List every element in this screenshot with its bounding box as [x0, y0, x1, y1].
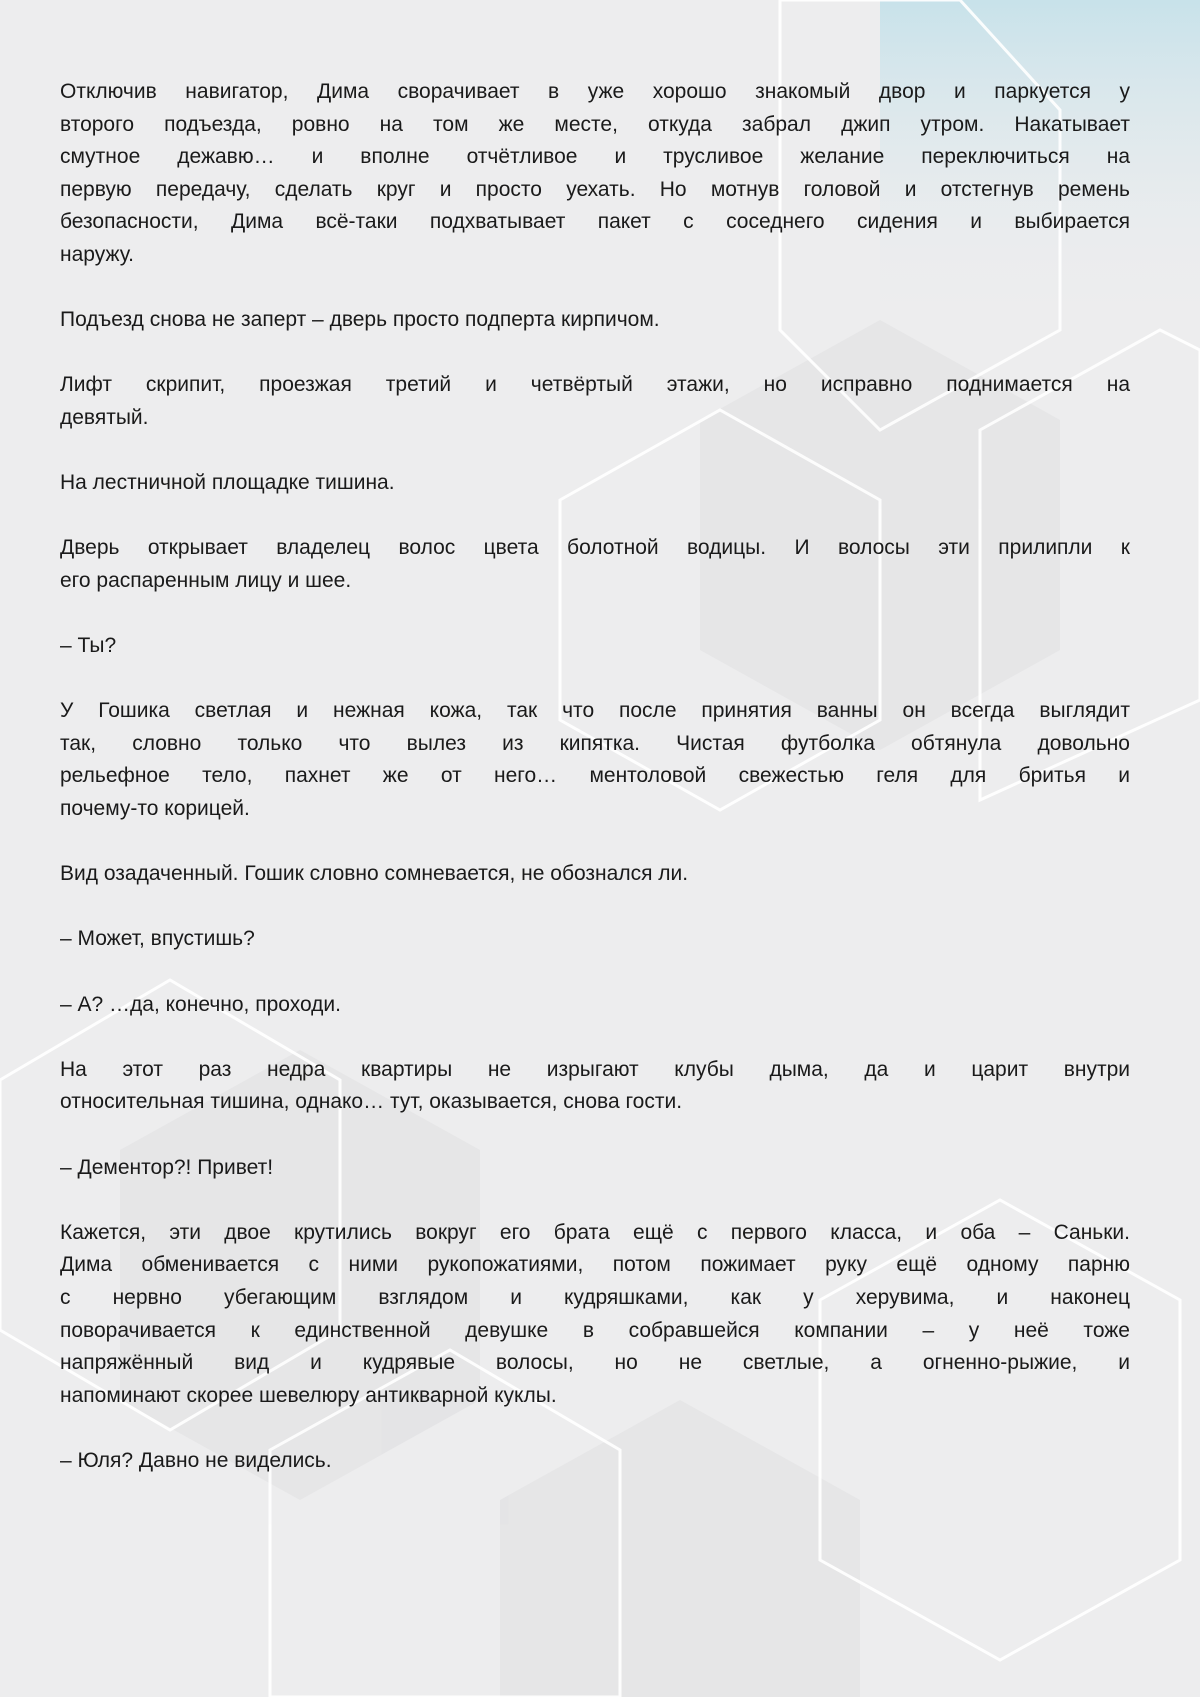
- text-line: Дима обменивается с ними рукопожатиями, потом пожимает руку ещё одному парню: [60, 1253, 1130, 1277]
- paragraph: [60, 1445, 1130, 1478]
- text-line: На этот раз недра квартиры не изрыгают клубы дыма, да и царит внутри: [60, 1057, 1130, 1081]
- text-line: Кажется, эти двое крутились вокруг его брата ещё с первого класса, и оба – Саньки.: [60, 1220, 1130, 1244]
- text-line: напоминают скорее шевелюру антикварной куклы.: [60, 1383, 557, 1407]
- text-line: – Может, впустишь?: [60, 927, 255, 951]
- paragraph: [60, 369, 1130, 434]
- text-line: наружу.: [60, 242, 134, 266]
- paragraph: [60, 76, 1130, 272]
- text-line: На лестничной площадке тишина.: [60, 471, 395, 495]
- text-line: Лифт скрипит, проезжая третий и четвёртый этажи, но исправно поднимается на: [60, 373, 1130, 397]
- text-line: девятый.: [60, 405, 149, 429]
- text-line: напряжённый вид и кудрявые волосы, но не светлые, а огненно-рыжие, и: [60, 1351, 1130, 1375]
- text-line: его распаренным лицу и шее.: [60, 568, 352, 592]
- text-line: У Гошика светлая и нежная кожа, так что после принятия ванны он всегда выглядит: [60, 699, 1130, 723]
- paragraph: [60, 630, 1130, 663]
- paragraph: [60, 1217, 1130, 1413]
- text-line: – Юля? Давно не виделись.: [60, 1448, 332, 1472]
- text-line: первую передачу, сделать круг и просто уехать. Но мотнув головой и отстегнув ремень: [60, 177, 1130, 201]
- text-line: – А? …да, конечно, проходи.: [60, 992, 341, 1016]
- text-line: второго подъезда, ровно на том же месте, откуда забрал джип утром. Накатывает: [60, 112, 1130, 136]
- text-line: поворачивается к единственной девушке в собравшейся компании – у неё тоже: [60, 1318, 1130, 1342]
- text-line: относительная тишина, однако… тут, оказывается, снова гости.: [60, 1090, 683, 1114]
- text-line: с нервно убегающим взглядом и кудряшками, как у херувима, и наконец: [60, 1285, 1130, 1309]
- text-line: Отключив навигатор, Дима сворачивает в уже хорошо знакомый двор и паркуется у: [60, 80, 1130, 103]
- paragraph: [60, 1054, 1130, 1119]
- text-line: так, словно только что вылез из кипятка. Чистая футболка обтянула довольно: [60, 731, 1130, 755]
- paragraph: [60, 304, 1130, 337]
- paragraph: [60, 923, 1130, 956]
- text-line: Подъезд снова не заперт – дверь просто подперта кирпичом.: [60, 308, 660, 332]
- paragraph: [60, 467, 1130, 500]
- text-line: Дверь открывает владелец волос цвета болотной водицы. И волосы эти прилипли к: [60, 536, 1130, 560]
- text-line: почему-то корицей.: [60, 797, 250, 821]
- text-line: рельефное тело, пахнет же от него… ментоловой свежестью геля для бритья и: [60, 764, 1130, 788]
- paragraph: [60, 695, 1130, 825]
- text-line: безопасности, Дима всё-таки подхватывает пакет с соседнего сидения и выбирается: [60, 210, 1130, 234]
- text-line: смутное дежавю… и вполне отчётливое и трусливое желание переключиться на: [60, 145, 1130, 169]
- text-line: – Ты?: [60, 634, 117, 658]
- paragraph: [60, 532, 1130, 597]
- paragraph: [60, 1152, 1130, 1185]
- document-body: [60, 76, 1130, 1510]
- text-line: Вид озадаченный. Гошик словно сомневается, не обознался ли.: [60, 862, 689, 886]
- paragraph: [60, 989, 1130, 1022]
- text-line: – Дементор?! Привет!: [60, 1155, 274, 1179]
- paragraph: [60, 858, 1130, 891]
